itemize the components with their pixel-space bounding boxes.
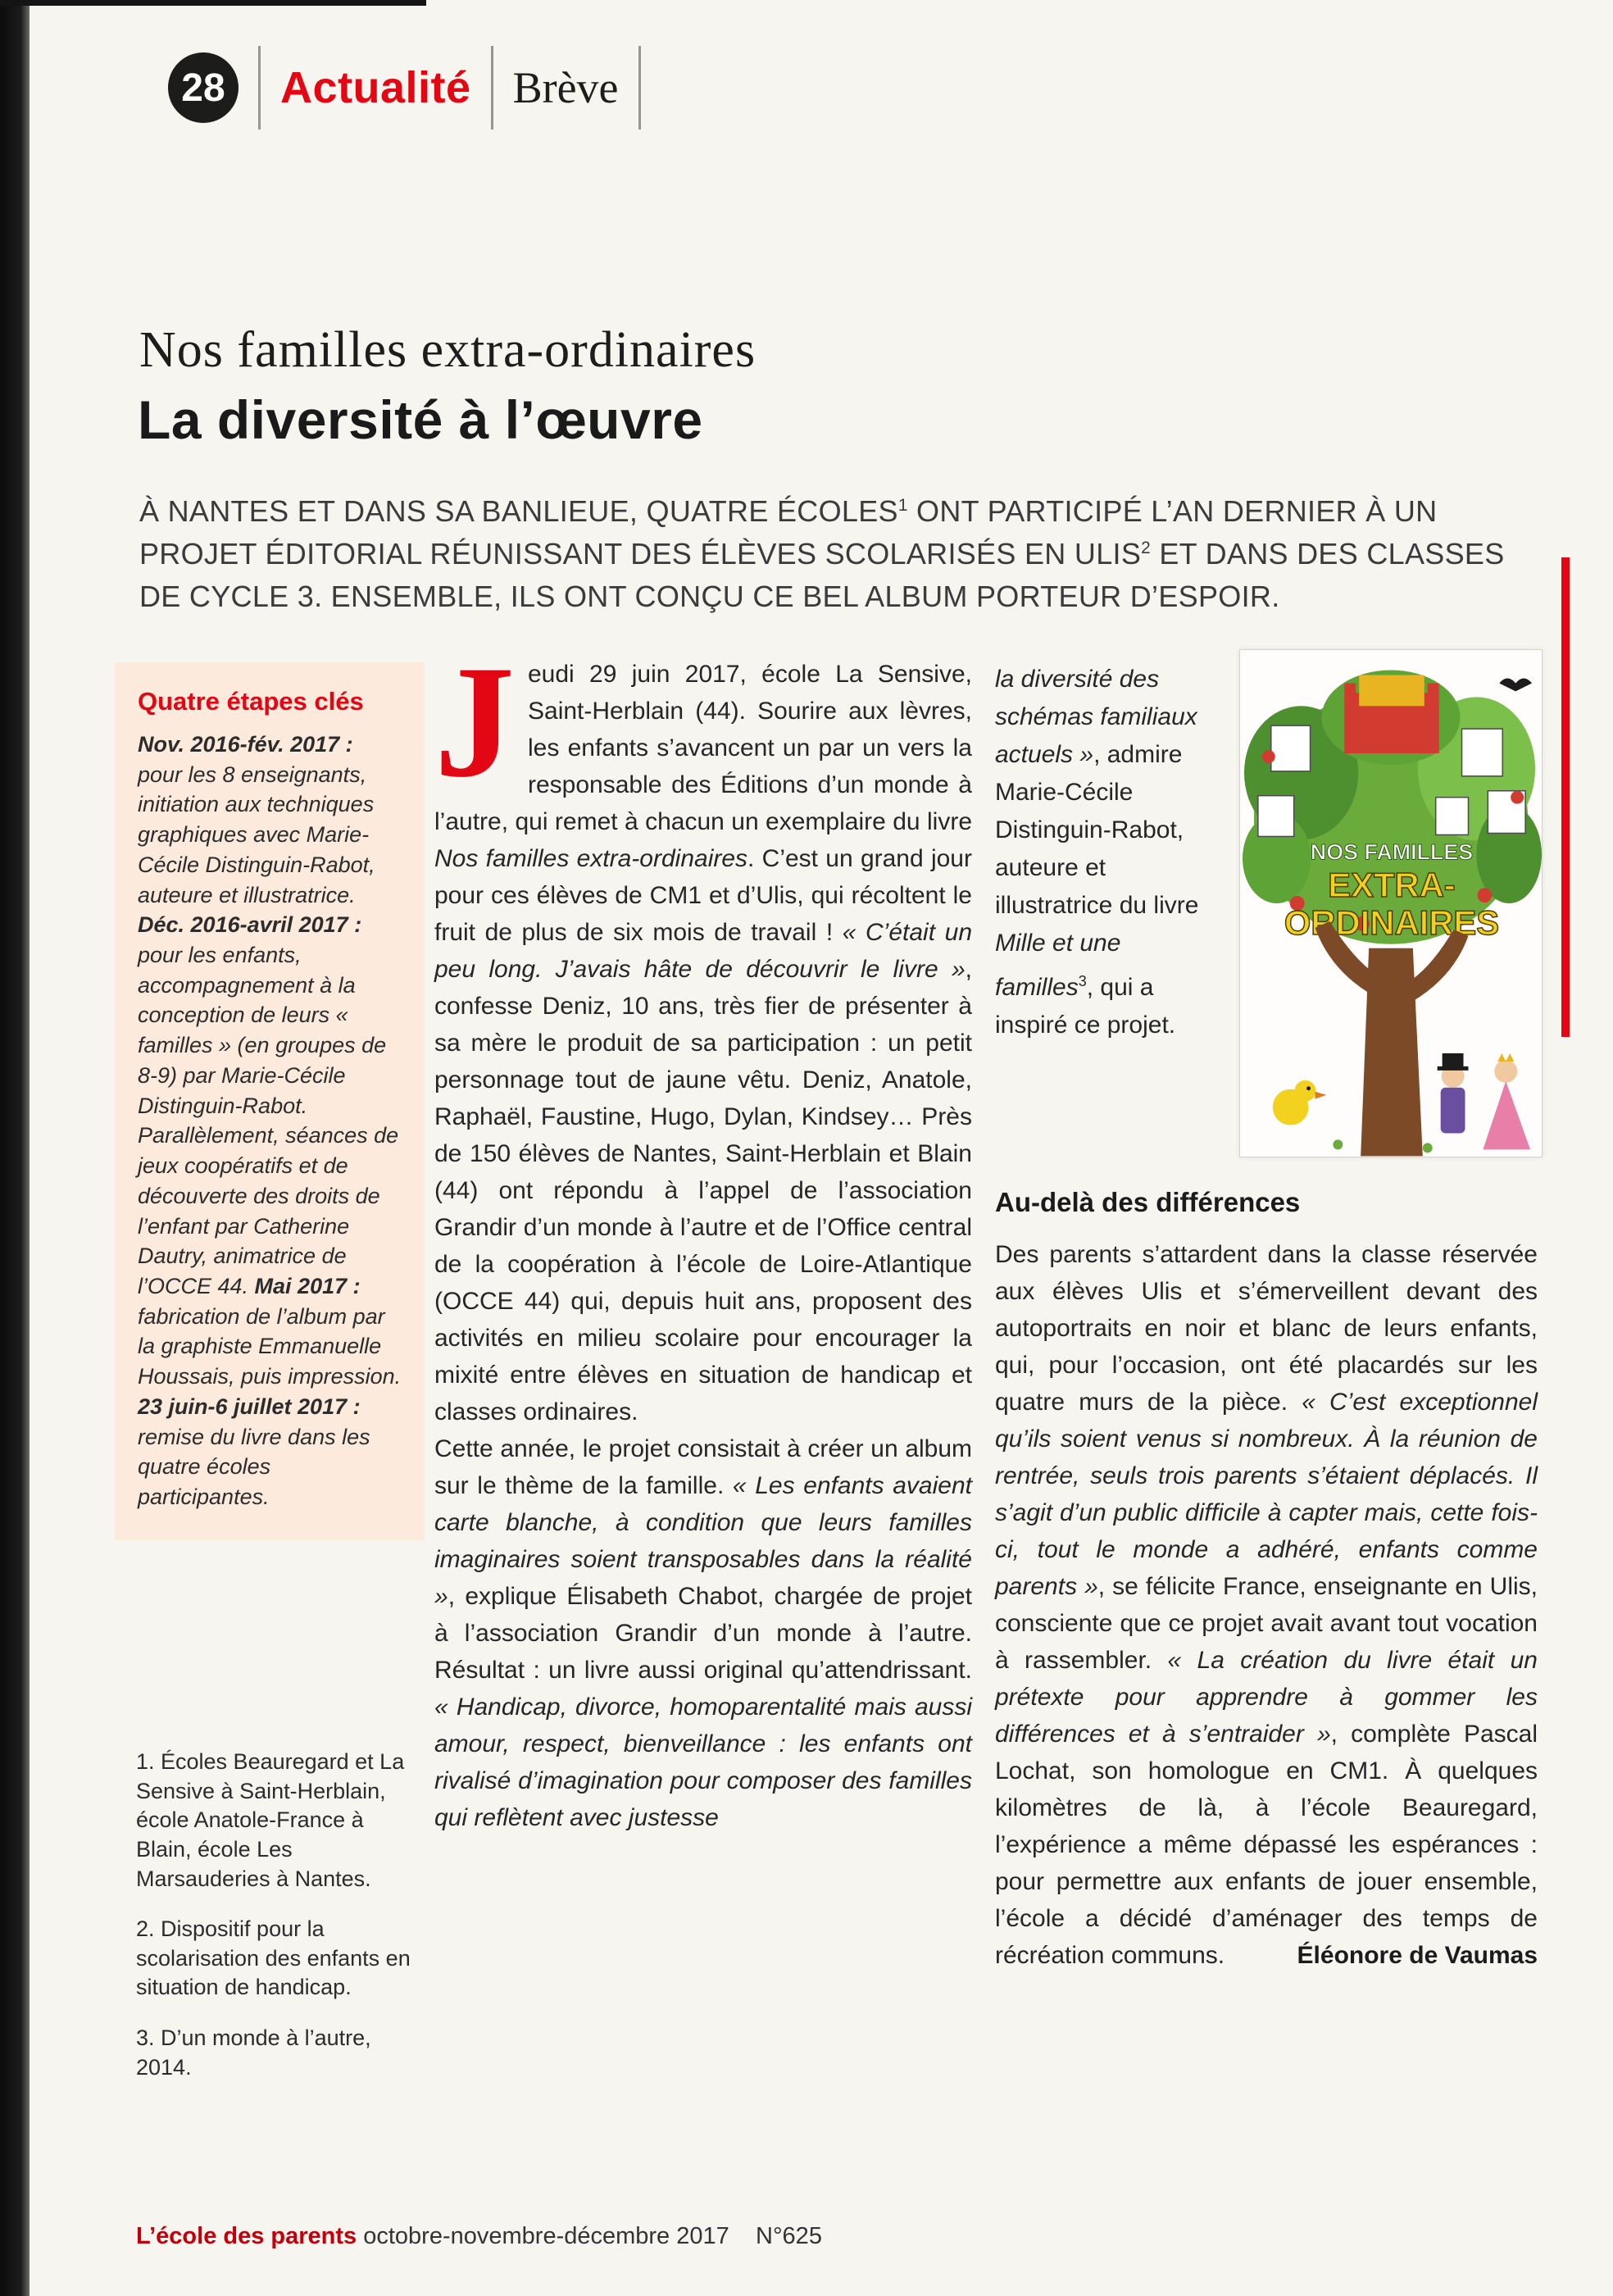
footnote-1: 1. Écoles Beauregard et La Sensive à Saint-Herblain, école Anatole-France à Blain, école Les Marsauderies à Nantes. [136,1749,405,1891]
book-cover-art [1240,650,1542,1157]
article-paragraph-3: Des parents s’attardent dans la classe réservée aux élèves Ulis et s’émerveillent devant des autoportraits en noir et blanc de leurs enfants, qui, pour l’occasion, ont été placardés sur les quatre murs de la pièce. « C’est exceptionnel qu’ils soient venus si nombreux. À la réunion de rentrée, seuls trois parents s’étaient déplacés. Il s’agit d’un public difficile à capter mais, cette fois-ci, tout le monde a adhéré, enfants comme parents », se félicite France, enseignante en Ulis, consciente que ce projet avait avant tout vocation à rassembler. « La création du livre était un prétexte pour apprendre à gommer les différences et à s’entraider », complète Pascal Lochat, son homologue en CM1. À quelques kilomètres de là, à l’école Beauregard, l’expérience a même dépassé les espérances : pour permettre aux enfants de jouer ensemble, l’école a décidé d’aménager des temps de récréation communs. [995,1241,1538,1969]
sidebar-title: Quatre étapes clés [138,687,364,716]
scan-edge [0,0,30,2296]
page-footer [136,2223,1529,2250]
magazine-name: L’école des parents [136,2223,357,2249]
header-divider [491,46,493,130]
article-paragraph-2: Cette année, le projet consistait à créer un album sur le thème de la famille. « Les enfants avaient carte blanche, à condition que leurs familles imaginaires soient transposables dans la réalité », explique Élisabeth Chabot, chargée de projet à l’association Grandir d’un monde à l’autre. Résultat : un livre aussi original qu’attendrissant. « Handicap, divorce, homoparentalité mais aussi amour, respect, bienveillance : les enfants ont rivalisé d’imagination pour composer des familles qui reflètent avec justesse [434,1435,972,1831]
article-byline: Éléonore de Vaumas [1297,1942,1538,1969]
issue-date: octobre-novembre-décembre 2017 [363,2223,729,2249]
book-cover [1239,649,1543,1157]
sidebar-body: Nov. 2016-fév. 2017 : pour les 8 enseignants, initiation aux techniques graphiques avec Marie-Cécile Distinguin-Rabot, auteure et illustratrice. Déc. 2016-avril 2017 : pour les enfants, accompagnement à la conception de leurs « familles » (en groupes de 8-9) par Marie-Cécile Distinguin-Rabot. Parallèlement, séances de jeux coopératifs et de découverte des droits de l’enfant par Catherine Dautry, animatrice de l’OCCE 44. Mai 2017 : fabrication de l’album par la graphiste Emmanuelle Houssais, puis impression. 23 juin-6 juillet 2017 : remise du livre dans les quatre écoles participantes. [138,732,402,1509]
article-column-2 [995,1236,1538,1974]
article-column-2-intro: la diversité des schémas familiaux actuels », admire Marie-Cécile Distinguin-Rabot, auteure et illustratrice du livre Mille et une familles$^3$, qui a inspiré ce projet. [995,666,1199,1039]
sidebar-key-steps [115,662,425,1540]
header-divider [638,46,641,130]
article-subhead: Au-delà des différences [995,1187,1301,1217]
article-title: La diversité à l’œuvre [138,389,703,450]
section-label: Actualité [280,63,471,112]
issue-number: N°625 [756,2223,822,2249]
book-title-line-1: NOS FAMILLES [1310,839,1474,865]
article-kicker: Nos familles extra-ordinaires [139,322,757,378]
footnotes [136,1748,419,2103]
page-header [168,43,661,133]
article-column-1 [434,633,972,1836]
section-edge-marker [1561,557,1570,1037]
subsection-label: Brève [512,63,619,112]
book-title-line-2: EXTRA- [1328,866,1456,905]
article-standfirst: À NANTES ET DANS SA BANLIEUE, QUATRE ÉCOLES$^1$ ONT PARTICIPÉ L’AN DERNIER À UN PROJET ÉDITORIAL RÉUNISSANT DES ÉLÈVES SCOLARISÉS EN ULIS$^2$ ET DANS DES CLASSES DE CYCLE 3. ENSEMBLE, ILS ONT CONÇU CE BEL ALBUM PORTEUR D’ESPOIR. [139,494,1505,614]
footnote-2: 2. Dispositif pour la scolarisation des enfants en situation de handicap. [136,1916,411,2000]
article-paragraph-1 [434,633,972,1430]
scan-edge-top [0,0,426,6]
book-title-line-3: ORDINAIRES [1284,902,1500,942]
drop-cap: J [434,633,515,811]
footnote-3: 3. D’un monde à l’autre, 2014. [136,2025,371,2080]
header-divider [258,46,261,130]
article-paragraph-1-text: eudi 29 juin 2017, école La Sensive, Saint-Herblain (44). Sourire aux lèvres, les enfants s’avancent un par un vers la responsable des Éditions d’un monde à l’autre, qui remet à chacun un exemplaire du livre Nos familles extra-ordinaires. C’est un grand jour pour ces élèves de CM1 et d’Ulis, qui récoltent le fruit de plus de six mois de travail ! « C’était un peu long. J’avais hâte de découvrir le livre », confesse Deniz, 10 ans, très fier de présenter à sa mère le produit de sa participation : un petit personnage tout de jaune vêtu. Deniz, Anatole, Raphaël, Faustine, Hugo, Dylan, Kindsey… Près de 150 élèves de Nantes, Saint-Herblain et Blain (44) ont répondu à l’appel de l’association Grandir d’un monde à l’autre et de l’Office central de la coopération à l’école de Loire-Atlantique (OCCE 44) qui, depuis huit ans, proposent des activités en milieu scolaire pour encourager la mixité entre élèves en situation de handicap et classes ordinaires. [434,661,972,1425]
page-number-badge: 28 [168,52,239,123]
